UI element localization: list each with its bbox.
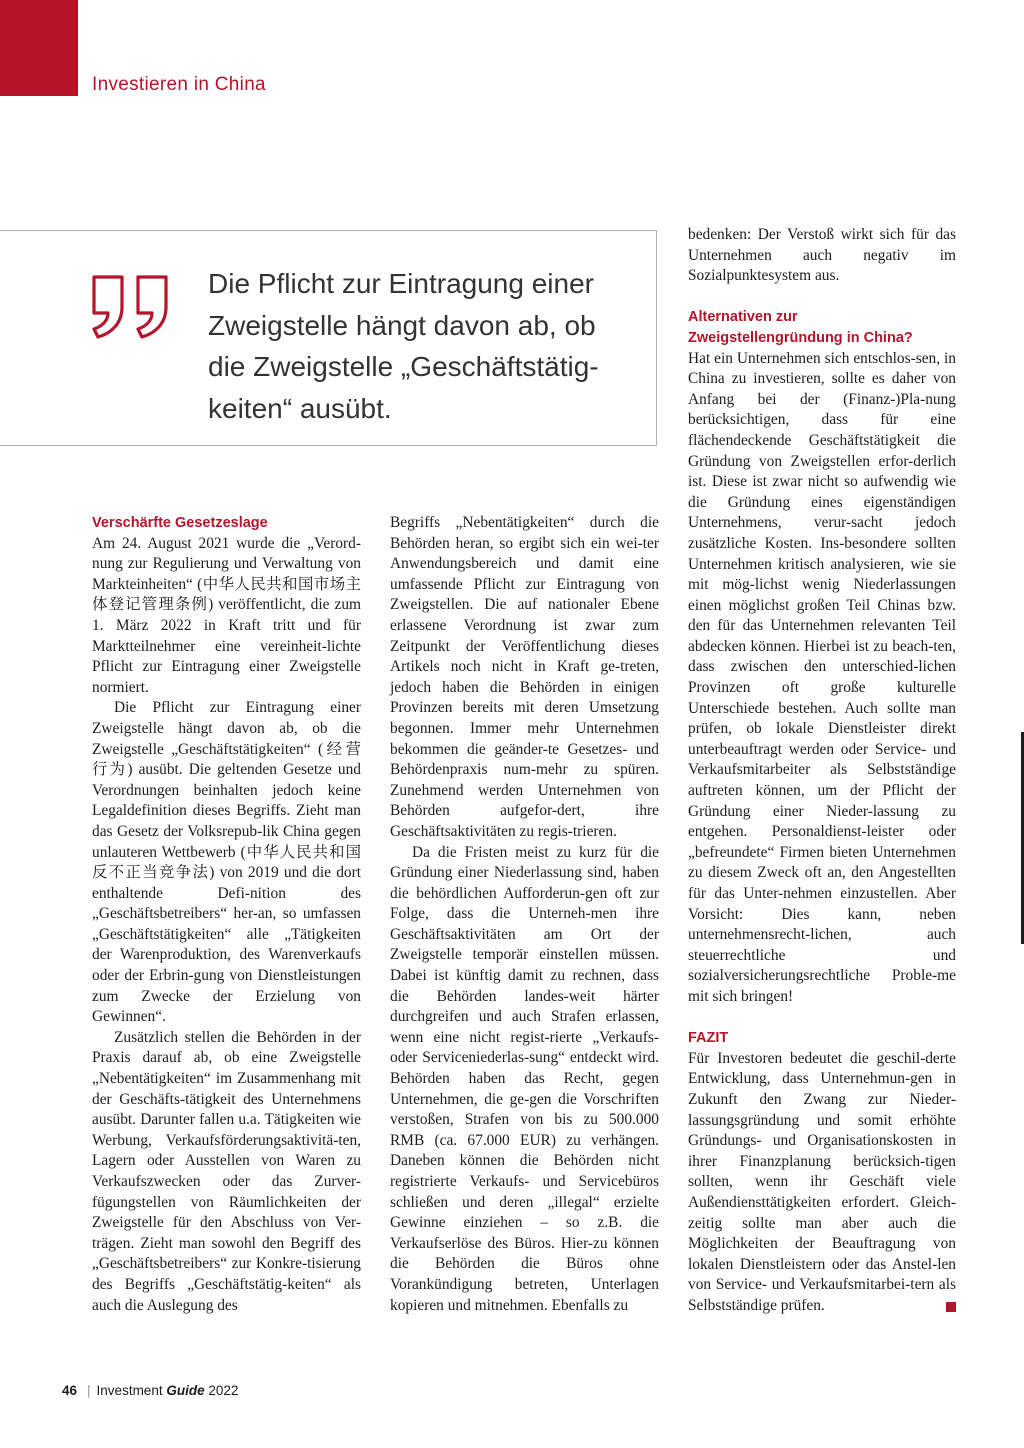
page-footer bbox=[62, 1383, 238, 1398]
publication-year: 2022 bbox=[208, 1383, 239, 1398]
paragraph: Begriffs „Nebentätigkeiten“ durch die Behörden heran, so ergibt sich ein wei-ter Anwendungsbereich und damit eine umfassende Pflicht zur Eintragung von Zweigstellen. Die auf nationaler Ebene erlassene Verordnung ist zwar zum Zeitpunkt der Veröffentlichung dieses Artikels noch nicht in Kraft ge-treten, jedoch haben die Behörden in einigen Provinzen bereits mit deren Umsetzung begonnen. Immer mehr Unternehmen bekommen die geänder-te Gesetzes- und Behördenpraxis num-mehr zu spüren. Zunehmend werden Unternehmen von Behörden aufgefor-dert, ihre Geschäftsaktivitäten zu regis-trieren. bbox=[390, 514, 659, 840]
paragraph: Zusätzlich stellen die Behörden in der Praxis darauf ab, ob eine Zweigstelle „Nebentätigkeiten“ im Zusammenhang mit der Geschäfts-tätigkeit des Unternehmens ausübt. Darunter fallen u.a. Tätigkeiten wie Werbung, Verkaufsförderungsaktivitä-ten, Lagern oder Ausstellen von Waren zu Verkaufszwecken oder das Zurver-fügungstellen von Räumlichkeiten der Zweigstelle für den Abschluss von Ver-trägen. Zieht man sowohl den Begriff des „Geschäftsbetreibers“ zur Konkre-tisierung des Begriffs „Geschäftstätig-keiten“ als auch die Auslegung des bbox=[92, 1028, 361, 1314]
publication-name: Guide bbox=[166, 1383, 205, 1398]
end-of-article-mark bbox=[946, 1302, 956, 1312]
fazit-text: Für Investoren bedeutet die geschil-derte Entwicklung, dass Unternehmun-gen in Zukunft den Zwang zur Nieder-lassungsgründung und somit erhöhte Gründungs- und Organisationskosten in ihrer Finanzplanung berücksich-tigen sollten, wenn ihr Geschäft viele Außendiensttätigkeiten erfordert. Gleich-zeitig sollte man aber auch die Möglichkeiten der Beauftragung von lokalen Dienstleistern oder das Anstel-len von Service- und Verkaufsmitarbei-tern als Selbstständige prüfen. bbox=[688, 1049, 956, 1314]
page-number: 46 bbox=[62, 1383, 78, 1398]
heading-alternativen: Alternativen zur Zweigstellengründung in China? bbox=[688, 309, 913, 346]
publication-prefix: Investment bbox=[96, 1383, 163, 1398]
paragraph: Die Pflicht zur Eintragung einer Zweigstelle hängt davon ab, ob die Zweigstelle „Geschäftstätigkeiten“ (经营行为) ausübt. Die geltenden Gesetze und Verordnungen beinhalten jedoch keine Legaldefinition dieses Begriffs. Zieht man das Gesetz der Volksrepub-lik China gegen unlauteren Wettbewerb (中华人民共和国反不正当竞争法) von 2019 und die dort enthaltende Defi-nition des „Geschäftsbetreibers“ her-an, so umfassen „Geschäftstätigkeiten“ alle „Tätigkeiten der Warenproduktion, des Warenverkaufs oder der Erbrin-gung von Dienstleistungen zum Zwecke der Erzielung von Gewinnen“. bbox=[92, 699, 361, 1026]
pull-quote-text: Die Pflicht zur Eintragung einer Zweigstelle hängt davon ab, ob die Zweigstelle „Geschäftstätig-keiten“ ausübt. bbox=[208, 268, 599, 424]
paragraph: bedenken: Der Verstoß wirkt sich für das Unternehmen auch negativ im Sozialpunktesystem aus. bbox=[688, 226, 956, 285]
section-title: Investieren in China bbox=[92, 74, 266, 95]
paragraph: Da die Fristen meist zu kurz für die Gründung einer Niederlassung sind, haben die behördlichen Aufforderun-gen oft zur Folge, dass die Unterneh-men ihre Geschäftsaktivitäten am Ort der Zweigstelle temporär einstellen müssen. Dabei ist künftig damit zu rechnen, dass die Behörden landes-weit härter durchgreifen und auch Strafen erlassen, wenn eine nicht regist-rierte „Verkaufs- oder Serviceniederlas-sung“ entdeckt wird. Behörden haben das Recht, gegen Unternehmen, die ge-gen die Vorschriften verstoßen, Strafen von bis zu 500.000 RMB (ca. 67.000 EUR) zu verhängen. Daneben können die Behörden nicht registrierte Verkaufs- und Servicebüros schließen und deren „illegal“ erzielte Gewinne einziehen – so z.B. die Verkaufserlöse des Büros. Hier-zu können die Behörden die Büros ohne Vorankündigung betreten, Unterlagen kopieren und mitnehmen. Ebenfalls zu bbox=[390, 843, 659, 1314]
article-column-1 bbox=[92, 513, 361, 1316]
article-column-2 bbox=[390, 513, 659, 1316]
heading-fazit: FAZIT bbox=[688, 1030, 729, 1047]
article-column-3 bbox=[688, 225, 956, 1316]
corner-accent-block bbox=[0, 0, 78, 96]
paragraph: Am 24. August 2021 wurde die „Verord-nung zur Regulierung und Verwaltung von Markteinheiten“ (中华人民共和国市场主体登记管理条例) veröffentlicht, die zum 1. März 2022 in Kraft tritt und für Marktteilnehmer eine vereinheit-lichte Pflicht zur Eintragung einer Zweigstelle normiert. bbox=[92, 534, 361, 696]
paragraph bbox=[688, 1049, 956, 1317]
quotation-mark-icon bbox=[88, 271, 178, 341]
pull-quote-box bbox=[0, 230, 657, 446]
paragraph: Hat ein Unternehmen sich entschlos-sen, in China zu investieren, sollte es daher von Anfang bei der (Finanz-)Pla-nung berücksichtigen, dass für eine flächendeckende Geschäftstätigkeit die Gründung von Zweigstellen erfor-derlich ist. Diese ist zwar nicht so aufwendig wie die Gründung eines eigenständigen Unternehmens, verur-sacht jedoch zusätzliche Kosten. Ins-besondere sollten Unternehmen kritisch analysieren, wie sie mit mög-lichst wenig Niederlassungen einen möglichst großen Teil Chinas bzw. den für das Unternehmen relevanten Teil abdecken können. Hierbei ist zu beach-ten, dass zwischen den unterschied-lichen Provinzen oft große kulturelle Unterschiede bestehen. Auch sollte man prüfen, ob lokale Dienstleister direkt unterbeauftragt werden oder Service- und Verkaufsmitarbeiter als Selbstständige auftreten können, um der Pflicht der Gründung einer Nieder-lassung zu entgehen. Personaldienst-leister oder „befreundete“ Firmen bieten Unternehmen zu diesem Zweck oft an, den Angestellten für das Unter-nehmen einzustellen. Aber Vorsicht: Dies kann, neben unternehmensrecht-lichen, auch steuerrechtliche und sozialversicherungsrechtliche Proble-me mit sich bringen! bbox=[688, 349, 956, 1005]
heading-verschaerfte-gesetzeslage: Verschärfte Gesetzeslage bbox=[92, 515, 268, 531]
footer-separator: | bbox=[87, 1383, 91, 1398]
